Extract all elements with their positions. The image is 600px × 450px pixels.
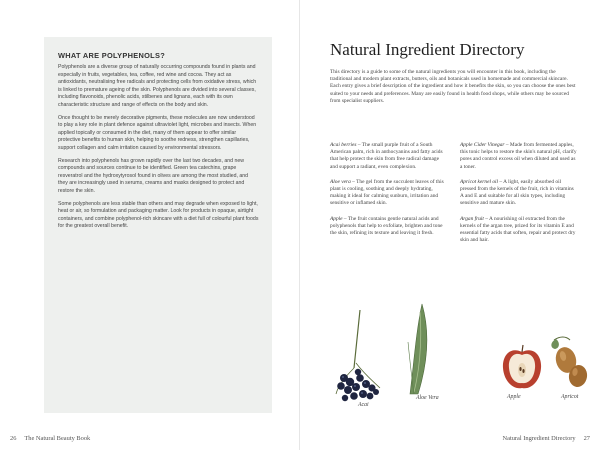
right-running-title: Natural Ingredient Directory: [502, 435, 576, 442]
entry-text: The gel from the succulent leaves of this plant is cooling, soothing and deeply hydrating, making it ideal for calming sunburn, irritation and sensitive or inflamed skin.: [330, 178, 444, 207]
aloe-illustration: [400, 302, 440, 396]
entry-acai-berries: Acai berries – The small purple fruit of a South American palm, rich in anthocyanins and fatty acids that help protect the skin from free radical damage and support a radiant, even complexion.: [330, 142, 443, 170]
caption-acai: Acai: [358, 402, 369, 408]
entry-text: The fruit contains gentle natural acids and polyphenols that help to exfoliate, brighten and tone the skin, refining its texture and leaving it fresh.: [330, 215, 443, 237]
left-folio: [10, 435, 90, 442]
page-title: Natural Ingredient Directory: [330, 40, 525, 59]
entry-text: Made from fermented apples, this tonic helps to restore the skin's natural pH, clarify pores and control excess oil when diluted and used as a toner.: [460, 142, 577, 170]
directory-intro: This directory is a guide to some of the natural ingredients you will encounter in this book, including the traditional and modern plant extracts, butters, oils and botanicals used in homemade and commercial skincare. Each entry gives a brief description of the ingredient and how it benefits the skin, so you can choose the ones best suited to your needs and preferences. Many are easily found in health food shops, while others may be sourced from specialist suppliers.: [330, 69, 576, 104]
entry-text: A light, easily absorbed oil pressed from the kernels of the fruit, rich in vitamins A and E and suitable for all skin types, including sensitive and mature skin.: [460, 178, 574, 207]
sidebar-paragraph-3: Research into polyphenols has grown rapidly over the last two decades, and new compounds and sources continue to be identified. Green tea catechins, grape resveratrol and the hydroxytyrosol found in olives are among the most studied, and they are increasingly used in serums, creams and masks designed to protect and restore the skin.: [58, 157, 249, 194]
caption-aloe-vera: Aloe Vera: [416, 395, 439, 401]
sidebar-paragraph-4: Some polyphenols are less stable than others and may degrade when exposed to light, heat or air, so formulation and packaging matter. Look for products in opaque, airtight containers, and combine polyphenol-rich skincare with a diet full of colourful plant foods for the greatest overall benefit.: [58, 200, 259, 230]
sidebar-paragraph-2: Once thought to be merely decorative pigments, these molecules are now understood to play a key role in plant defence against ultraviolet light, microbes and insects. When applied topically or consumed in the diet, many of them appear to offer similar protective benefits to human skin, helping to soothe redness, strengthen capillaries, support collagen and calm irritation caused by environmental stressors.: [58, 114, 257, 151]
entry-name: Apple: [330, 215, 343, 222]
entry-name: Argan fruit: [460, 215, 484, 222]
entry-aloe-vera: Aloe vera – The gel from the succulent leaves of this plant is cooling, soothing and deeply hydrating, making it ideal for calming sunburn, irritation and sensitive or inflamed skin.: [330, 178, 444, 207]
right-page-number: 27: [583, 435, 590, 442]
acai-illustration: [330, 308, 392, 408]
entry-apple-cider-vinegar: Apple Cider Vinegar – Made from fermented apples, this tonic helps to restore the skin's natural pH, clarify pores and control excess oil when diluted and used as a toner.: [460, 142, 577, 170]
entry-text: The small purple fruit of a South American palm, rich in anthocyanins and fatty acids that help protect the skin from free radical damage and support a radiant, even complexion.: [330, 142, 443, 170]
sidebar-title: WHAT ARE POLYPHENOLS?: [58, 51, 166, 60]
caption-apple: Apple: [507, 394, 521, 400]
left-running-title: The Natural Beauty Book: [24, 435, 91, 442]
entry-argan-fruit: Argan fruit – A nourishing oil extracted from the kernels of the argan tree, prized for its vitamin E and essential fatty acids that soften, repair and protect dry skin and hair.: [460, 215, 576, 244]
entry-text: A nourishing oil extracted from the kernels of the argan tree, prized for its vitamin E and essential fatty acids that soften, repair and protect dry skin and hair.: [460, 215, 576, 244]
entry-name: Acai berries: [330, 142, 357, 148]
entry-name: Apple Cider Vinegar: [460, 142, 505, 148]
entry-apple: Apple – The fruit contains gentle natural acids and polyphenols that help to exfoliate, brighten and tone the skin, refining its texture and leaving it fresh.: [330, 215, 443, 237]
left-page-number: 26: [10, 435, 17, 442]
sidebar-paragraph-1: Polyphenols are a diverse group of naturally occurring compounds found in plants and especially in fruits, vegetables, tea, coffee, red wine and cocoa. They act as antioxidants, neutralising free radicals and protecting cells from oxidative stress, which is linked to premature ageing of the skin. Polyphenols are divided into several classes, including flavonoids, phenolic acids, stilbenes and lignans, each with its own characteristic structure and range of effects on the body and skin.: [58, 64, 257, 108]
polyphenols-sidebar: [44, 37, 272, 413]
caption-apricot: Apricot: [561, 394, 579, 400]
apricot-illustration: [546, 334, 594, 392]
entry-apricot-kernel-oil: Apricot kernel oil – A light, easily absorbed oil pressed from the kernels of the fruit, rich in vitamins A and E and suitable for all skin types, including sensitive and mature skin.: [460, 178, 574, 207]
apple-illustration: [500, 342, 544, 392]
right-page: [300, 0, 600, 450]
entries-column-2: [460, 142, 578, 252]
entry-name: Apricot kernel oil: [460, 178, 499, 185]
entry-name: Aloe vera: [330, 178, 351, 185]
right-folio: [503, 435, 591, 442]
ingredient-illustrations: [300, 290, 600, 410]
entries-column-1: [330, 142, 448, 245]
